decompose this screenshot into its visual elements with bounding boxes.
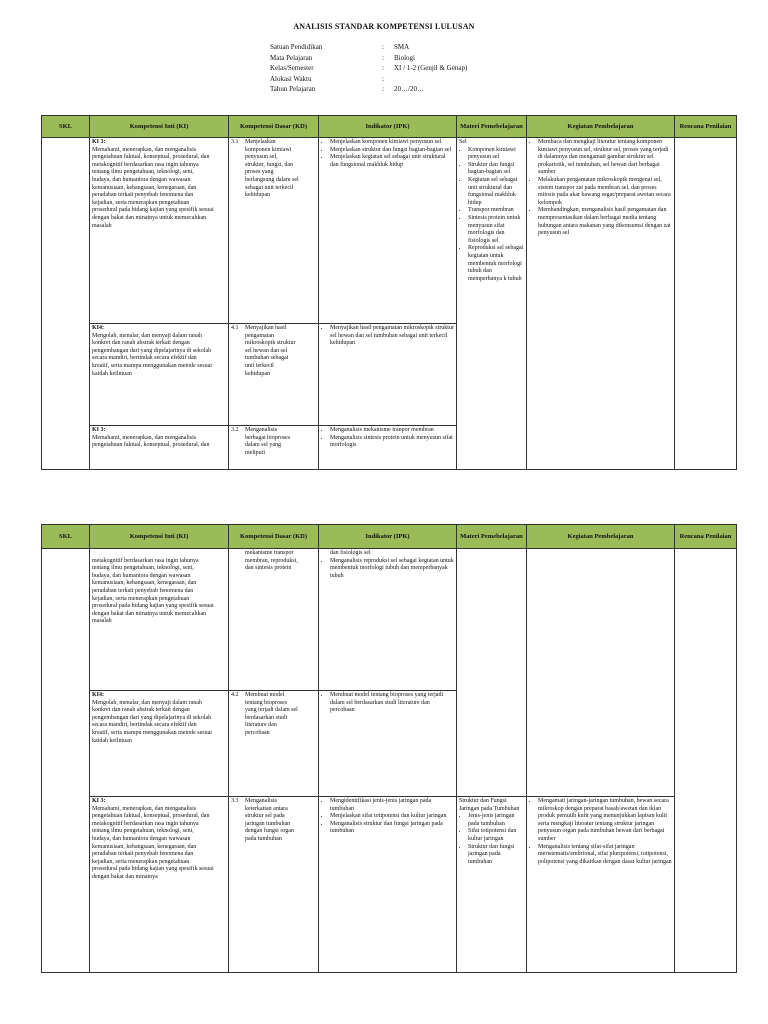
materi-item: • Sifat totipotensi dan kultur jaringan — [468, 828, 524, 843]
kd-text: Menjelaskan komponen kimiawi penyusun sel, struktur, fungsi, dan proses yang berlangsung dalam sel sebagai unit terkecil kehidupan — [245, 139, 299, 199]
materi-item: • Struktur dan fungsi jaringan pada tumbuhan — [468, 844, 524, 867]
kd-number: 4.1 — [231, 325, 239, 331]
ki-text: Memahami, menerapkan, dan menganalisis pengetahuan faktual, konseptual, prosedural, dan metakognitif berdasarkan rasa ingin tahunya tentang ilmu pengetahuan, teknologi, seni, budaya, dan humaniora dengan wawasan kemanusiaan, kebangsaan, kenegaraan, dan peradaban terkait penyebab fenomena dan kejadian, serta menerapkan pengetahuan prosedural pada bidang kajian yang spesifik sesuai dengan bakat dan minatnya untuk memecahkan masalah — [92, 146, 214, 229]
ki-cell — [90, 797, 229, 973]
kegiatan-cell — [527, 797, 675, 973]
materi-item: • Komponen kimiawi penyusun sel — [468, 147, 524, 162]
header-materi: Materi Pemebelajaran — [457, 116, 527, 138]
ki-code: KI4: — [92, 692, 104, 698]
header-kegiatan: Kegiatan Pembelajaran — [527, 116, 675, 138]
meta-label: Alokasi Waktu — [270, 74, 312, 83]
header-rencana: Rencana Penilaian — [675, 525, 737, 549]
materi-cell — [457, 549, 527, 797]
header-skl: SKL — [42, 525, 90, 549]
ipk-cell — [319, 549, 457, 691]
meta-colon: : — [382, 43, 384, 51]
skl-cell — [42, 138, 90, 470]
meta-value: 20…/20… — [394, 85, 424, 93]
materi-heading: Sel — [459, 139, 467, 145]
ipk-cell — [319, 426, 457, 470]
kd-cell — [229, 549, 319, 691]
ipk-item: • Membuat model tentang bioproses yang terjadi dalam sel berdasarkan studi literature dan percobaan — [330, 692, 454, 715]
header-skl: SKL — [42, 116, 90, 138]
rencana-cell — [675, 549, 737, 973]
table-row — [42, 549, 737, 691]
kegiatan-cell — [527, 138, 675, 470]
header-kegiatan: Kegiatan Pembelajaran — [527, 525, 675, 549]
ipk-item: • Menganalisis reproduksi sel sebagai kegiatan untuk membentuk morfologi tubuh dan memperbanyak tubuh — [330, 558, 454, 581]
meta-label: Tahun Pelajaran — [270, 85, 316, 93]
header-ipk: Indikator (IPK) — [319, 525, 457, 549]
kd-text: Menganalisis keterkaitan antara struktur sel pada jaringan tumbuhan dengan fungsi organ pada tumbuhan — [245, 798, 294, 842]
kd-cell — [229, 426, 319, 470]
ki-code: KI 3: — [92, 139, 106, 145]
ki-text: Mengolah, menalar, dan menyaji dalam ranah konkret dan ranah abstrak terkait dengan pengembangan dari yang dipelajarinya di sekolah secara mandiri, bertindak secara efektif dan kreatif, serta mampu menggunakan metode sesuai kaidah keilmuan — [92, 699, 212, 744]
ipk-item: • Menjelaskan kegiatan sel sebagai unit struktural dan fungsional makhluk hidup — [330, 154, 454, 169]
ki-cell — [90, 324, 229, 426]
meta-value: XI / 1-2 (Genjil & Genap) — [394, 64, 468, 72]
kegiatan-cell — [527, 549, 675, 797]
meta-value: SMA — [394, 43, 410, 51]
ki-text: Memahami, menerapkan, dan menganalisis pengetahuan faktual, konseptual, prosedural, dan metakognitif berdasarkan rasa ingin tahunya tentang ilmu pengetahuan, teknologi, seni, budaya, dan humaniora dengan wawasan kemanusiaan, kebangsaan, kenegaraan, dan peradaban terkait penyebab fenomena dan kejadian, serta menerapkan pengetahuan prosedural pada bidang kajian yang spesifik sesuai dengan bakat dan minatnya — [92, 805, 214, 880]
ipk-cell — [319, 797, 457, 973]
meta-row — [270, 53, 467, 64]
materi-item: • Reproduksi sel sebagai kegiatan untuk membentuk morfologi tubuh dan memperbanya k tubuh — [468, 245, 524, 283]
kd-cell — [229, 797, 319, 973]
kd-number: 3.2 — [231, 427, 239, 433]
kd-text: mekanisme transpor membran, reproduksi, dan sintesis protein — [245, 550, 298, 572]
table-row — [42, 797, 737, 973]
materi-cell — [457, 138, 527, 470]
meta-row — [270, 74, 467, 85]
kd-text: Membuat model tentang bioproses yang terjadi dalam sel berdasarkan studi literature dan percobaan — [245, 692, 298, 736]
ipk-item: • Menyajikan hasil pengamatan mikroskopik struktur sel hewan dan sel tumbuhan sebagai unit terkecil kehidupan — [330, 325, 454, 348]
ki-cell — [90, 549, 229, 691]
materi-item: • Struktur dan fungsi bagian-bagian sel — [468, 162, 524, 177]
kd-text: Menyajikan hasil pengamatan mikroskopik struktur sel hewan dan sel tumbuhan sebagai unit terkecil kehidupan — [245, 325, 296, 377]
analysis-table-page-2 — [41, 524, 737, 973]
header-kd: Kompetensi Dasar (KD) — [229, 525, 319, 549]
meta-colon: : — [382, 85, 384, 93]
materi-item: • Transpor membran — [468, 207, 524, 215]
meta-colon: : — [382, 74, 384, 83]
materi-item: • Sintesis protein untuk menyusun sifat morfologis dan fisiologis sel — [468, 215, 524, 245]
header-ipk: Indikator (IPK) — [319, 116, 457, 138]
kd-cell — [229, 138, 319, 324]
kegiatan-item: • Mengamati jaringan-jaringan tumbuhan, hewan secara mikroskop dengan preparat basah/awetan dan iklan produk pemutih kulit yang menunjukkan lapisan kulit serta mengkaji literatur tentang struktur jaringan penyusun organ pada tumbuhan hewan dari berbagai sumber — [538, 798, 672, 844]
ipk-cell — [319, 691, 457, 797]
header-ki: Kompetensi Inti (KI) — [90, 525, 229, 549]
materi-heading: Struktur dan Fungsi Jaringan pada Tumbuhan — [459, 798, 520, 812]
ipk-cell — [319, 138, 457, 324]
ki-text: metakognitif berdasarkan rasa ingin tahunya tentang ilmu pengetahuan, teknologi, seni, budaya, dan humaniora dengan wawasan kemanusiaan, kebangsaan, kenegaraan, dan peradaban terkait penyebab fenomena dan kejadian, serta menerapkan pengetahuan prosedural pada bidang kajian yang spesifik sesuai dengan bakat dan minatnya untuk memecahkan masalah — [92, 557, 214, 625]
header-row — [42, 116, 737, 138]
ipk-item: • Menganalisis mekanisme tranpor membran — [330, 427, 454, 435]
meta-row — [270, 84, 467, 95]
ki-text: Mengolah, menalar, dan menyaji dalam ranah konkret dan ranah abstrak terkait dengan pengembangan dari yang dipelajarinya di sekolah secara mandiri, bertindak secara efektif dan kreatif, serta mampu menggunakan metode sesuai kaidah keilmuan — [92, 332, 212, 377]
meta-block — [270, 42, 467, 95]
ki-cell — [90, 426, 229, 470]
header-materi: Materi Pemebelajaran — [457, 525, 527, 549]
ki-code: KI 3: — [92, 798, 106, 804]
header-kd: Kompetensi Dasar (KD) — [229, 116, 319, 138]
ipk-item: • Menjelaskan komponen kimiawi penyusun sel — [330, 139, 454, 147]
kd-number: 3.3 — [231, 798, 239, 804]
meta-row — [270, 42, 467, 53]
ki-code: KI 3: — [92, 427, 106, 433]
ki-text: Memahami, menerapkan, dan menganalisis pengetahuan faktual, konseptual, prosedural, dan — [92, 434, 210, 449]
header-row — [42, 525, 737, 549]
ki-cell — [90, 691, 229, 797]
document-title: ANALISIS STANDAR KOMPETENSI LULUSAN — [293, 22, 475, 31]
ki-cell — [90, 138, 229, 324]
header-rencana: Rencana Penilaian — [675, 116, 737, 138]
materi-item: • Kegiatan sel sebagai unit struktural dan fungsional makhluk hidup — [468, 177, 524, 207]
ipk-item: • Menjelaskan sifat totipotensi dan kultur jaringan — [330, 813, 454, 821]
ipk-item: • Menganalisis sintesis protein untuk menyusun sifat morfologis — [330, 435, 454, 450]
meta-label: Satuan Pendidikan — [270, 43, 323, 51]
ipk-cell — [319, 324, 457, 426]
kd-cell — [229, 691, 319, 797]
skl-cell — [42, 549, 90, 973]
ipk-item: • Menganalisis struktur dan fungsi jaringan pada tumbuhan — [330, 821, 454, 836]
meta-colon: : — [382, 64, 384, 72]
meta-label: Mata Pelajaran — [270, 53, 313, 62]
meta-value: Biologi — [394, 53, 416, 62]
ipk-item: • Mengidentifikasi jenis-jenis jaringan pada tumbuhan — [330, 798, 454, 813]
meta-colon: : — [382, 53, 384, 62]
analysis-table-page-1 — [41, 115, 737, 470]
header-ki: Kompetensi Inti (KI) — [90, 116, 229, 138]
kegiatan-item: • Menganalisis tentang sifat-sifat jaringan meristematis/embrional, sifat pluripotensi, totipotensi, polipotensi yang dikaitkan dengan dasar kultur jaringan — [538, 844, 672, 867]
materi-cell — [457, 797, 527, 973]
ipk-item: • Menjelaskan struktur dan fungsi bagian-bagian sel — [330, 147, 454, 155]
meta-label: Kelas/Semester — [270, 64, 314, 72]
kd-text: Menganalisis berbagai bioproses dalam sel yang meliputi — [245, 427, 291, 456]
table-row — [42, 138, 737, 324]
materi-item: • Jenis-jenis jaringan pada tumbuhan — [468, 813, 524, 828]
kegiatan-item: • Melakukan pengamatan mikroskopik mengenai sel, sistem transpor zat pada membran sel, dan proses mitosis pada akar bawang segar/preparat awetan secara kelompok — [538, 177, 672, 207]
rencana-cell — [675, 138, 737, 470]
kd-cell — [229, 324, 319, 426]
ki-code: KI4: — [92, 325, 104, 331]
kegiatan-item: • Membandingkan, menganalisis hasil pengamatan dan mempresentasikan dalam berbagai media tentang hubungan antara makanan yang dikonsumsi dengan zat penyusun sel — [538, 207, 672, 237]
kd-number: 3.1 — [231, 139, 239, 145]
ipk-continuation: dan fisiologis sel — [330, 550, 371, 556]
kegiatan-item: • Membaca dan mengkaji literatur tentang komponen kimiawi penyusun sel, struktur sel, proses yang terjadi di dalamnya dan mengamati gambar struktur sel prokariotik, sel tumbuhan, sel hewan dari berbagai sumber — [538, 139, 672, 177]
kd-number: 4.2 — [231, 692, 239, 698]
meta-row — [270, 63, 467, 74]
